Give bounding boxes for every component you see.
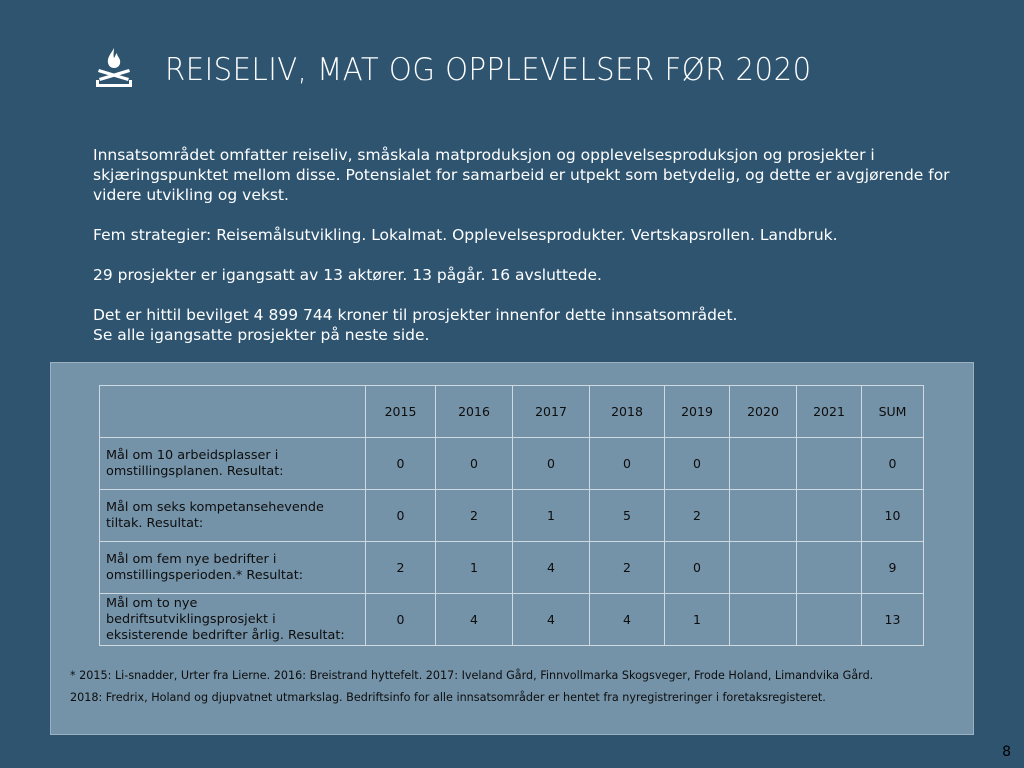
table-cell: 4 <box>436 594 513 646</box>
table-row <box>100 490 924 542</box>
table-cell: 0 <box>366 594 436 646</box>
page-title: REISELIV, MAT OG OPPLEVELSER FØR 2020 <box>165 52 812 88</box>
table-cell-sum: 10 <box>862 490 924 542</box>
row-label: Mål om seks kompetansehevende tiltak. Resultat: <box>100 490 366 542</box>
column-header: SUM <box>862 386 924 438</box>
table-cell: 0 <box>436 438 513 490</box>
table-cell: 0 <box>513 438 590 490</box>
intro-paragraph: Fem strategier: Reisemålsutvikling. Lokalmat. Opplevelsesprodukter. Vertskapsrollen. Landbruk. <box>93 226 838 244</box>
intro-paragraph: Det er hittil bevilget 4 899 744 kroner til prosjekter innenfor dette innsatsområdet. Se alle igangsatte prosjekter på neste side. <box>93 306 738 344</box>
table-cell: 4 <box>590 594 665 646</box>
table-cell: 2 <box>665 490 730 542</box>
table-cell <box>730 542 797 594</box>
intro-paragraph: Innsatsområdet omfatter reiseliv, småskala matproduksjon og opplevelsesproduksjon og prosjekter i skjæringspunktet mellom disse. Potensialet for samarbeid er utpekt som betydelig, og dette er avgjørende for videre utvikling og vekst. <box>93 146 950 204</box>
table-cell: 1 <box>665 594 730 646</box>
column-header: 2016 <box>436 386 513 438</box>
table-cell: 0 <box>665 438 730 490</box>
table-cell: 0 <box>366 438 436 490</box>
table-cell: 1 <box>513 490 590 542</box>
table-cell: 0 <box>366 490 436 542</box>
page-number: 8 <box>1002 744 1011 760</box>
table-cell: 5 <box>590 490 665 542</box>
footnote-line: 2018: Fredrix, Holand og djupvatnet utmarkslag. Bedriftsinfo for alle innsatsområder er hentet fra nyregistreringer i foretaksregisteret. <box>70 691 826 704</box>
results-table <box>99 385 924 646</box>
column-header: 2015 <box>366 386 436 438</box>
row-label: Mål om 10 arbeidsplasser i omstillingsplanen. Resultat: <box>100 438 366 490</box>
table-cell: 0 <box>665 542 730 594</box>
table-cell-sum: 13 <box>862 594 924 646</box>
table-cell <box>797 438 862 490</box>
table-row <box>100 438 924 490</box>
campfire-icon <box>92 46 136 90</box>
column-header: 2018 <box>590 386 665 438</box>
table-cell: 2 <box>366 542 436 594</box>
intro-paragraph: 29 prosjekter er igangsatt av 13 aktører. 13 pågår. 16 avsluttede. <box>93 266 602 284</box>
results-panel <box>50 362 974 735</box>
row-label: Mål om fem nye bedrifter i omstillingsperioden.* Resultat: <box>100 542 366 594</box>
footnote-line: * 2015: Li-snadder, Urter fra Lierne. 2016: Breistrand hyttefelt. 2017: Iveland Gård, Finnvollmarka Skogsveger, Frode Holand, Limandvika Gård. <box>70 669 874 682</box>
footnote <box>70 665 960 709</box>
table-cell: 2 <box>590 542 665 594</box>
table-cell: 4 <box>513 594 590 646</box>
table-cell <box>797 594 862 646</box>
intro-text <box>93 145 983 365</box>
table-row <box>100 594 924 646</box>
table-cell: 2 <box>436 490 513 542</box>
column-header: 2019 <box>665 386 730 438</box>
table-cell <box>730 490 797 542</box>
column-header: 2017 <box>513 386 590 438</box>
table-cell: 4 <box>513 542 590 594</box>
table-cell <box>797 490 862 542</box>
table-cell <box>730 438 797 490</box>
table-row <box>100 542 924 594</box>
column-header: 2021 <box>797 386 862 438</box>
table-cell <box>797 542 862 594</box>
column-header: 2020 <box>730 386 797 438</box>
row-label: Mål om to nye bedriftsutviklingsprosjekt i eksisterende bedrifter årlig. Resultat: <box>100 594 366 646</box>
table-cell: 1 <box>436 542 513 594</box>
table-cell <box>730 594 797 646</box>
table-header-row <box>100 386 924 438</box>
table-cell-sum: 9 <box>862 542 924 594</box>
table-cell: 0 <box>590 438 665 490</box>
table-cell-sum: 0 <box>862 438 924 490</box>
table-corner-cell <box>100 386 366 438</box>
